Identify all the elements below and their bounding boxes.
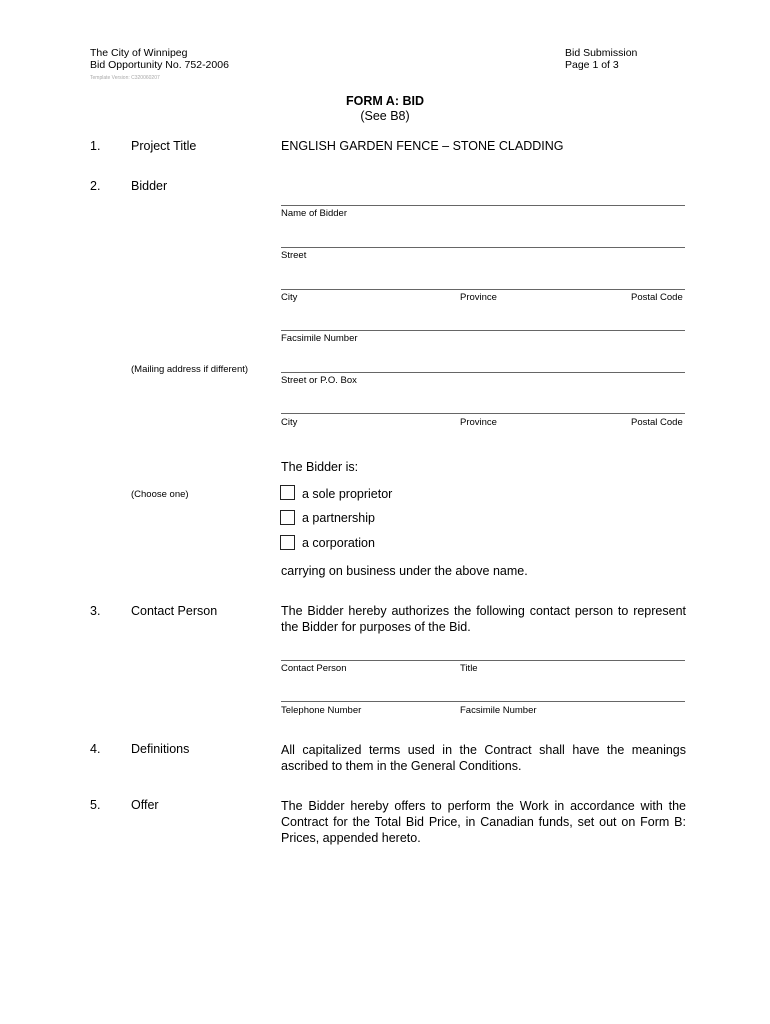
street-po-label: Street or P.O. Box [281,375,357,386]
facsimile-label: Facsimile Number [281,333,358,344]
header-page-number: Page 1 of 3 [565,59,619,71]
name-of-bidder-line[interactable] [281,205,685,206]
partnership-checkbox[interactable] [280,510,295,525]
province-label: Province [460,292,497,303]
mailing-province-label: Province [460,417,497,428]
section-4-label: Definitions [131,742,190,756]
contact-authorization-text: The Bidder hereby authorizes the following contact person to represent the Bidder for purposes of the Bid. [281,604,686,634]
contact-facsimile-label: Facsimile Number [460,705,537,716]
header-bid-submission: Bid Submission [565,47,638,59]
sole-proprietor-label: a sole proprietor [302,487,393,501]
mailing-address-note: (Mailing address if different) [131,364,249,375]
carrying-on-business-text: carrying on business under the above name. [281,564,528,578]
partnership-label: a partnership [302,511,375,525]
section-4-number: 4. [90,742,101,756]
definitions-text: All capitalized terms used in the Contract shall have the meanings ascribed to them in the General Conditions. [281,743,686,773]
section-1-number: 1. [90,139,101,153]
mailing-postal-code-label: Postal Code [631,417,683,428]
mailing-city-label: City [281,417,298,428]
city-province-postal-line[interactable] [281,289,685,290]
telephone-facsimile-line[interactable] [281,701,685,702]
city-label: City [281,292,298,303]
title-label: Title [460,663,478,674]
section-2-label: Bidder [131,179,168,193]
bidder-is-text: The Bidder is: [281,460,359,474]
facsimile-line[interactable] [281,330,685,331]
project-title-value: ENGLISH GARDEN FENCE – STONE CLADDING [281,139,564,153]
header-bid-opportunity: Bid Opportunity No. 752-2006 [90,59,229,71]
template-version: Template Version: C320060207 [90,75,160,81]
section-3-label: Contact Person [131,604,218,618]
corporation-label: a corporation [302,536,375,550]
telephone-number-label: Telephone Number [281,705,362,716]
section-5-label: Offer [131,798,159,812]
street-po-line[interactable] [281,372,685,373]
section-2-number: 2. [90,179,101,193]
contact-person-line[interactable] [281,660,685,661]
contact-person-label: Contact Person [281,663,347,674]
mailing-city-line[interactable] [281,413,685,414]
postal-code-label: Postal Code [631,292,683,303]
section-3-number: 3. [90,604,101,618]
street-label: Street [281,250,307,261]
choose-one-note: (Choose one) [131,489,189,500]
corporation-checkbox[interactable] [280,535,295,550]
street-line[interactable] [281,247,685,248]
name-of-bidder-label: Name of Bidder [281,208,348,219]
offer-text: The Bidder hereby offers to perform the Work in accordance with the Contract for the Total Bid Price, in Canadian funds, set out on Form B: Prices, appended hereto. [281,799,686,845]
section-1-label: Project Title [131,139,197,153]
form-subtitle: (See B8) [360,109,410,123]
header-city: The City of Winnipeg [90,47,188,59]
sole-proprietor-checkbox[interactable] [280,485,295,500]
form-title: FORM A: BID [346,94,424,108]
section-5-number: 5. [90,798,101,812]
